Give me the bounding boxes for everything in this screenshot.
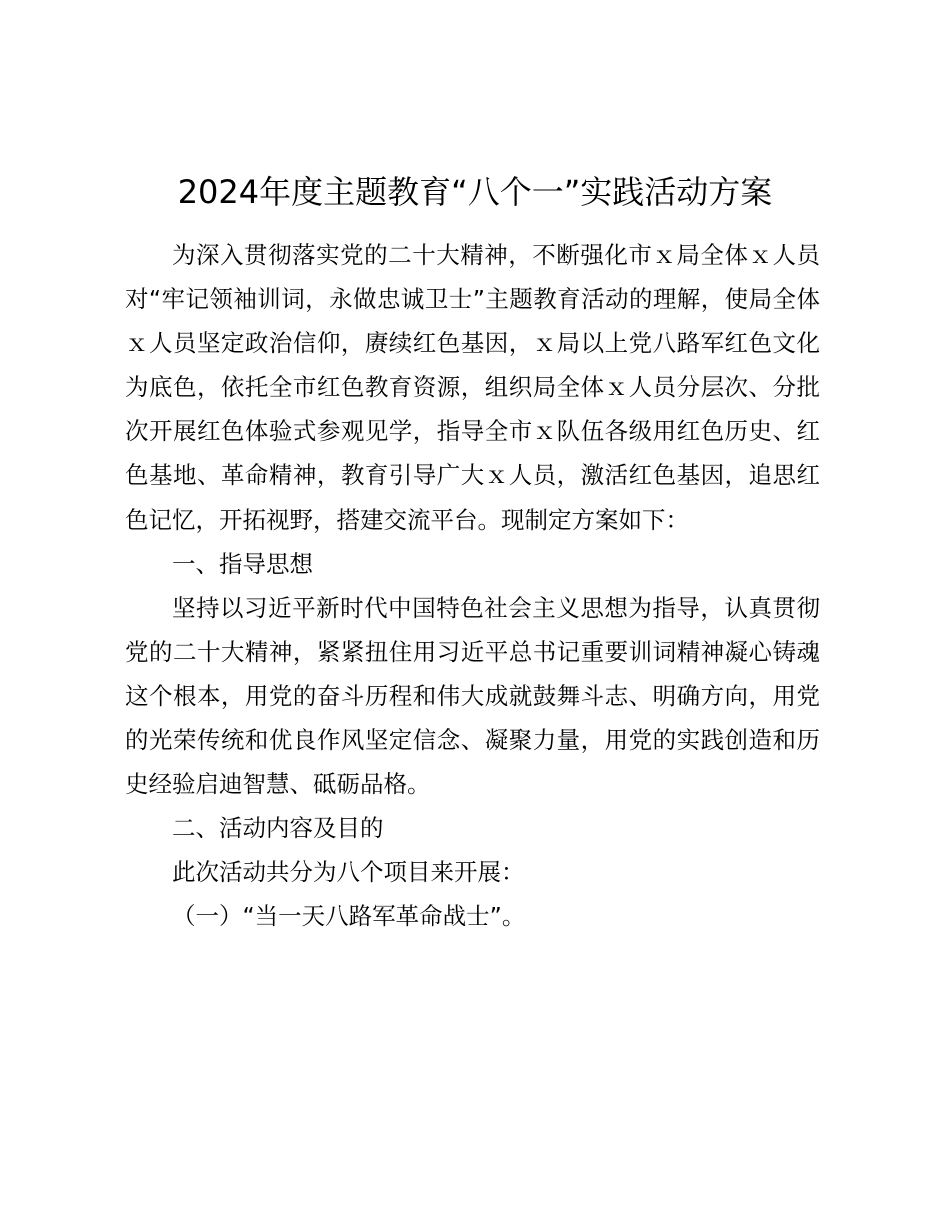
section-heading-activity-content: 二、活动内容及目的	[172, 814, 384, 843]
section-heading-guiding-ideology: 一、指导思想	[172, 549, 313, 578]
document-title: 2024年度主题教育“八个一”实践活动方案	[177, 173, 773, 211]
activity-overview-paragraph: 此次活动共分为八个项目来开展：	[172, 858, 525, 887]
intro-paragraph: 为深入贯彻落实党的二十大精神，不断强化市ｘ局全体ｘ人员对“牢记领袖训词，永做忠诚卫士”主题教育活动的理解，使局全体ｘ人员坚定政治信仰，赓续红色基因，ｘ局以上党八路军红色文化为底色，依托全市红色教育资源，组织局全体ｘ人员分层次、分批次开展红色体验式参观见学，指导全市ｘ队伍各级用红色历史、红色基地、革命精神，教育引导广大ｘ人员，激活红色基因，追思红色记忆，开拓视野，搭建交流平台。现制定方案如下：	[125, 241, 820, 534]
item-heading-1: （一）“当一天八路军革命战士”。	[172, 902, 526, 931]
document-body	[125, 233, 820, 939]
guiding-ideology-paragraph: 坚持以习近平新时代中国特色社会主义思想为指导，认真贯彻党的二十大精神，紧紧扭住用习近平总书记重要训词精神凝心铸魂这个根本，用党的奋斗历程和伟大成就鼓舞斗志、明确方向，用党的光荣传统和优良作风坚定信念、凝聚力量，用党的实践创造和历史经验启迪智慧、砥砺品格。	[125, 593, 820, 799]
